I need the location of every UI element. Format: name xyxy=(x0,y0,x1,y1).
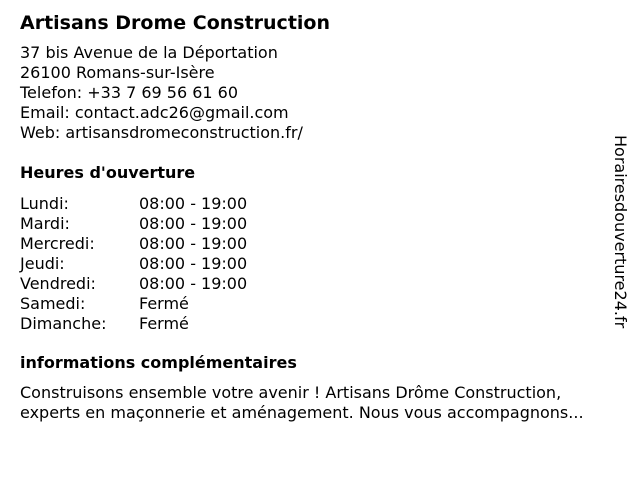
opening-hours-table xyxy=(20,194,247,334)
day-label: Jeudi: xyxy=(20,254,65,273)
business-name: Artisans Drome Construction xyxy=(20,12,330,34)
phone-number: Telefon: +33 7 69 56 61 60 xyxy=(20,83,239,102)
hours-row-tuesday xyxy=(20,214,247,234)
closed-label: Fermé xyxy=(139,294,189,313)
business-description xyxy=(20,383,635,423)
hours-row-thursday xyxy=(20,254,247,274)
address-city: 26100 Romans-sur-Isère xyxy=(20,63,215,82)
time-range: 08:00 - 19:00 xyxy=(139,274,248,293)
hours-row-friday xyxy=(20,274,247,294)
contact-block xyxy=(20,43,303,143)
site-watermark: Horairesdouverture24.fr xyxy=(611,135,630,329)
day-label: Lundi: xyxy=(20,194,69,213)
hours-row-monday xyxy=(20,194,247,214)
closed-label: Fermé xyxy=(139,314,189,333)
hours-row-saturday xyxy=(20,294,247,314)
day-label: Vendredi: xyxy=(20,274,96,293)
email-address: Email: contact.adc26@gmail.com xyxy=(20,103,289,122)
opening-hours-heading: Heures d'ouverture xyxy=(20,163,196,182)
hours-row-sunday xyxy=(20,314,247,334)
time-range: 08:00 - 19:00 xyxy=(139,194,248,213)
time-range: 08:00 - 19:00 xyxy=(139,254,248,273)
description-line: Construisons ensemble votre avenir ! Artisans Drôme Construction, xyxy=(20,383,562,402)
time-range: 08:00 - 19:00 xyxy=(139,214,248,233)
description-line: experts en maçonnerie et aménagement. Nous vous accompagnons... xyxy=(20,403,584,422)
day-label: Dimanche: xyxy=(20,314,107,333)
day-label: Mardi: xyxy=(20,214,70,233)
day-label: Mercredi: xyxy=(20,234,95,253)
day-label: Samedi: xyxy=(20,294,86,313)
website: Web: artisansdromeconstruction.fr/ xyxy=(20,123,303,142)
time-range: 08:00 - 19:00 xyxy=(139,234,248,253)
hours-row-wednesday xyxy=(20,234,247,254)
additional-info-heading: informations complémentaires xyxy=(20,353,297,372)
address-street: 37 bis Avenue de la Déportation xyxy=(20,43,278,62)
